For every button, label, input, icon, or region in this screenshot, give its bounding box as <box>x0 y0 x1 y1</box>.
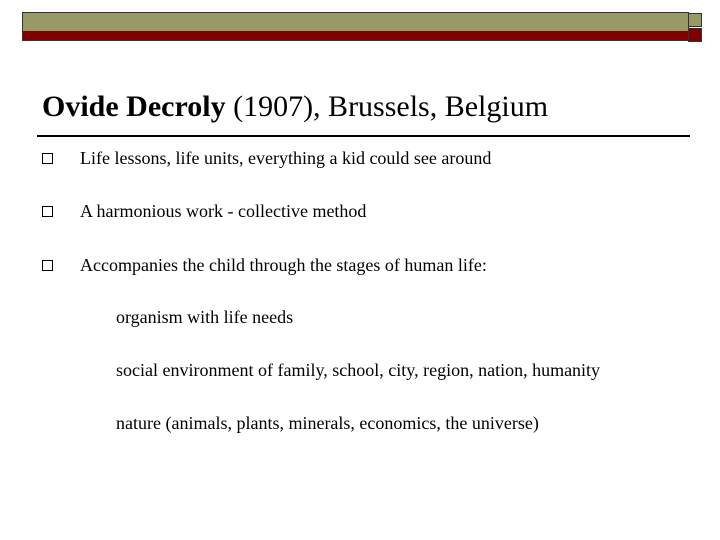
corner-square-maroon <box>688 28 702 42</box>
bullet-item: Accompanies the child through the stages of human life: <box>80 255 487 275</box>
hollow-square-icon <box>42 260 53 271</box>
hollow-square-icon <box>42 153 53 164</box>
sub-item: organism with life needs <box>116 307 294 327</box>
header-band-olive <box>22 12 689 32</box>
title-underline <box>37 135 690 137</box>
bullet-item: Life lessons, life units, everything a kid could see around <box>80 148 492 168</box>
hollow-square-icon <box>42 206 53 217</box>
slide-title <box>42 90 548 124</box>
corner-square-olive <box>688 13 702 27</box>
title-rest: (1907), Brussels, Belgium <box>225 90 549 123</box>
header-band-maroon <box>22 31 688 41</box>
sub-item: nature (animals, plants, minerals, economics, the universe) <box>116 413 539 433</box>
sub-item: social environment of family, school, city, region, nation, humanity <box>116 360 601 380</box>
title-name: Ovide Decroly <box>42 90 226 123</box>
bullet-item: A harmonious work - collective method <box>80 201 367 221</box>
